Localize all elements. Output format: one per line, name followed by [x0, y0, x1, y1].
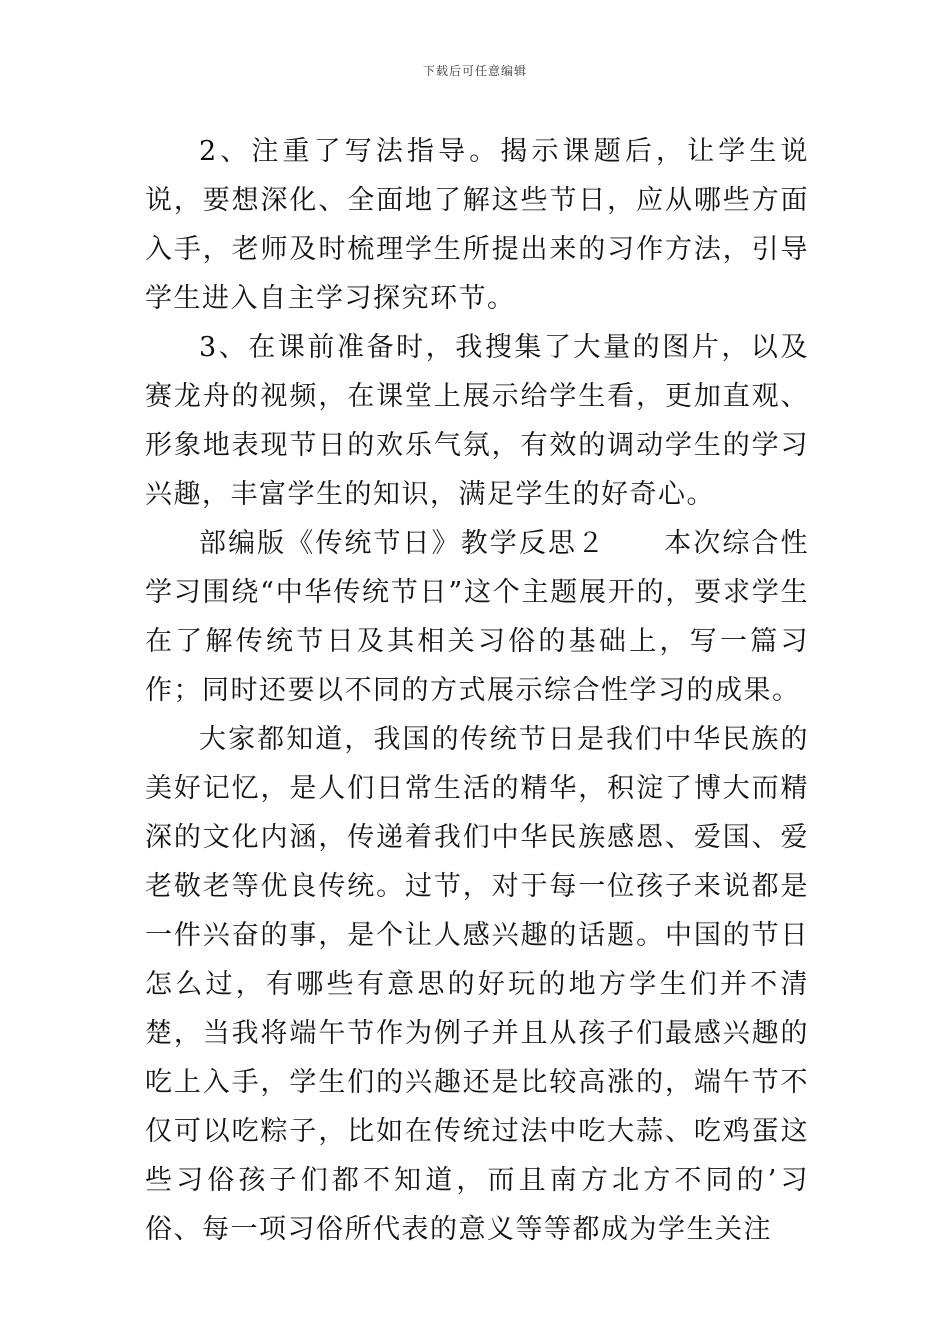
page-header: 下载后可任意编辑	[422, 64, 527, 78]
paragraph-writing-guidance: 2、注重了写法指导。揭示课题后，让学生说说，要想深化、全面地了解这些节日，应从哪些方面入手，老师及时梳理学生所提出来的习作方法，引导学生进入自主学习探究环节。	[145, 136, 809, 314]
paragraph-class-preparation: 3、在课前准备时，我搜集了大量的图片，以及赛龙舟的视频，在课堂上展示给学生看，更加直观、形象地表现节日的欢乐气氛，有效的调动学生的学习兴趣，丰富学生的知识，满足学生的好奇心。	[145, 332, 809, 510]
paragraph-traditional-festivals: 大家都知道，我国的传统节日是我们中华民族的美好记忆，是人们日常生活的精华，积淀了博大而精深的文化内涵，传递着我们中华民族感恩、爱国、爱老敬老等优良传统。过节，对于每一位孩子来说都是一件兴奋的事，是个让人感兴趣的话题。中国的节日怎么过，有哪些有意思的好玩的地方学生们并不清楚，当我将端午节作为例子并且从孩子们最感兴趣的吃上入手，学生们的兴趣还是比较高涨的，端午节不仅可以吃粽子，比如在传统过法中吃大蒜、吃鸡蛋这些习俗孩子们都不知道，而且南方北方不同的’习俗、每一项习俗所代表的意义等等都成为学生关注	[145, 724, 809, 1245]
paragraph-reflection-two-intro: 部编版《传统节日》教学反思２ 本次综合性学习围绕“中华传统节日”这个主题展开的，要求学生在了解传统节日及其相关习俗的基础上，写一篇习作；同时还要以不同的方式展示综合性学习的成果。	[145, 528, 809, 706]
document-body	[145, 127, 809, 1254]
